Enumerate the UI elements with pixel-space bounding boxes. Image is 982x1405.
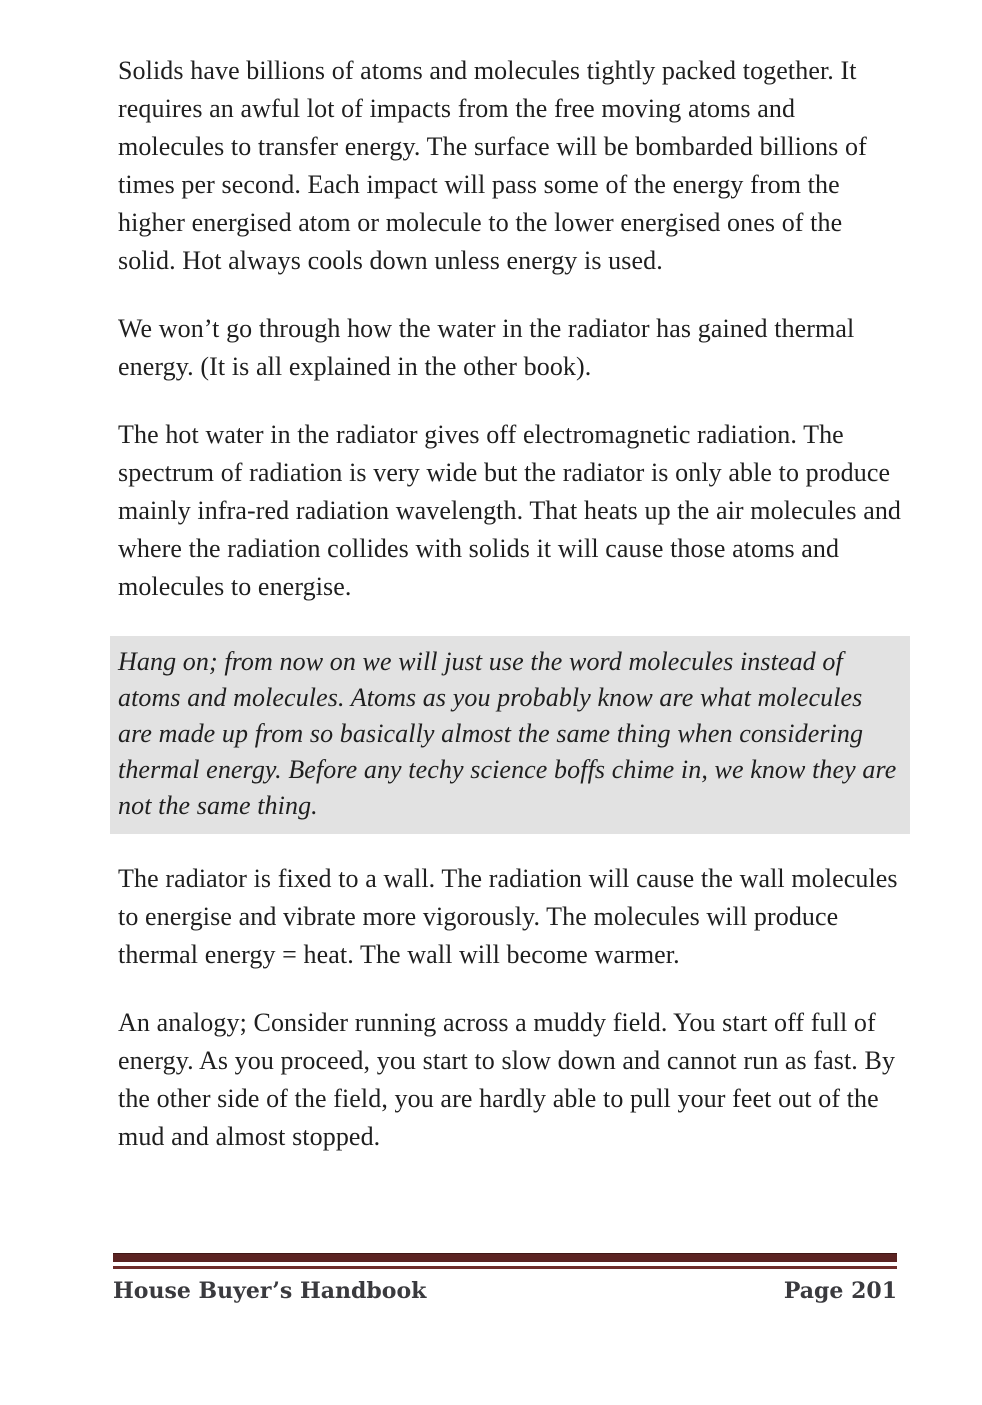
page-body-text [118, 52, 906, 1186]
paragraph-radiator-wall: The radiator is fixed to a wall. The radiation will cause the wall molecules to energise and vibrate more vigorously. The molecules will produce thermal energy = heat. The wall will become warmer. [118, 864, 898, 969]
paragraph-electromagnetic-radiation: The hot water in the radiator gives off electromagnetic radiation. The spectrum of radiation is very wide but the radiator is only able to produce mainly infra-red radiation wavelength. That heats up the air molecules and where the radiation collides with solids it will cause those atoms and molecules to energise. [118, 420, 902, 601]
paragraph-radiator-water: We won’t go through how the water in the radiator has gained thermal energy. (It is all explained in the other book). [118, 314, 855, 381]
highlighted-note-molecules: Hang on; from now on we will just use the word molecules instead of atoms and molecules. Atoms as you probably know are what molecules are made up from so basically almost the same thing when considering thermal energy. Before any techy science boffs chime in, we know they are not the same thing. [110, 636, 910, 834]
footer-text-row [113, 1278, 897, 1304]
footer-page-number: Page 201 [783, 1278, 897, 1304]
footer-book-title: House Buyer’s Handbook [113, 1278, 427, 1304]
footer-rule-thin-line [113, 1266, 897, 1269]
paragraph-solids-energy: Solids have billions of atoms and molecules tightly packed together. It requires an awful lot of impacts from the free moving atoms and molecules to transfer energy. The surface will be bombarded billions of times per second. Each impact will pass some of the energy from the higher energised atom or molecule to the lower energised ones of the solid. Hot always cools down unless energy is used. [118, 56, 867, 275]
footer-rule [113, 1253, 897, 1269]
paragraph-muddy-field-analogy: An analogy; Consider running across a muddy field. You start off full of energy. As you proceed, you start to slow down and cannot run as fast. By the other side of the field, you are hardly able to pull your feet out of the mud and almost stopped. [118, 1008, 896, 1151]
footer-rule-thick-line [113, 1253, 897, 1262]
page-footer [113, 1253, 897, 1304]
